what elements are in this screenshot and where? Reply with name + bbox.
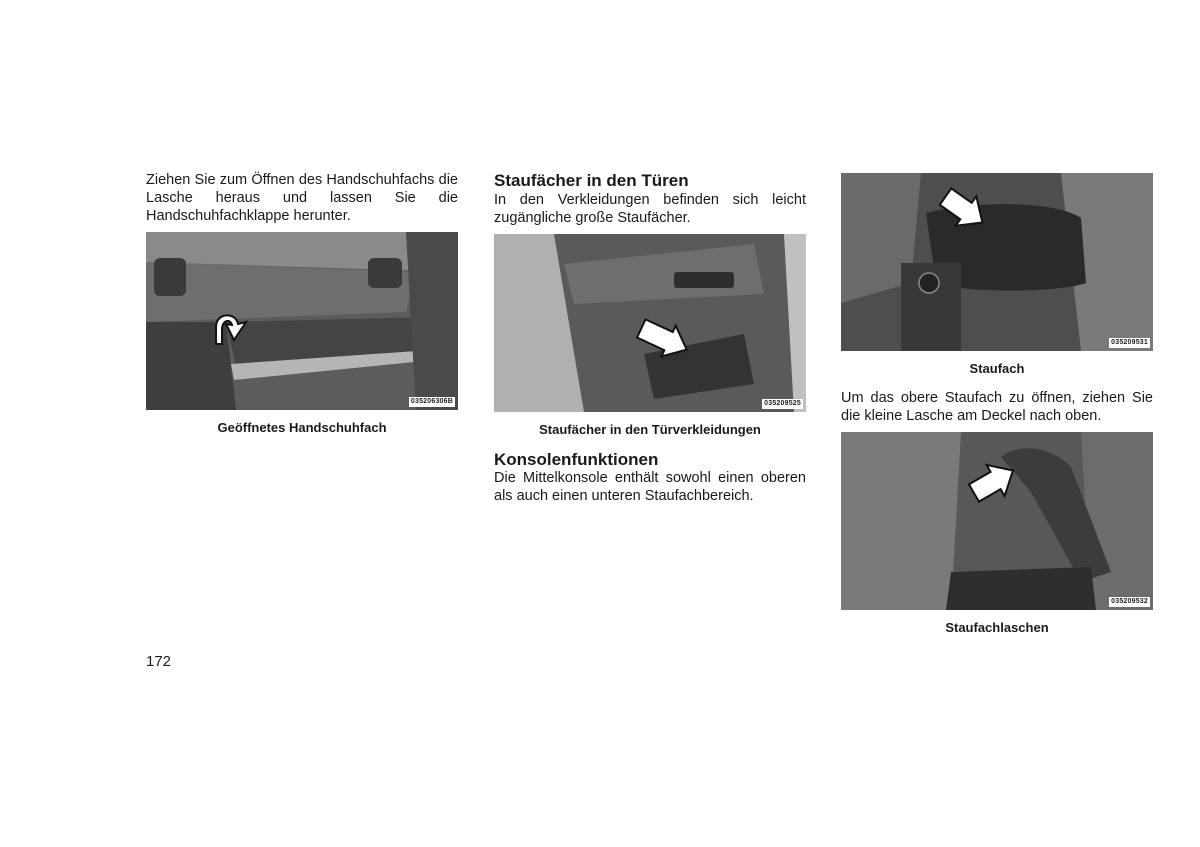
console-span: Die Mittelkonsole enthält sowohl einen oberen als auch einen unteren Staufachbereich. [494, 470, 806, 504]
console-heading: Konsolenfunktionen [494, 450, 659, 469]
glovebox-instruction-text [146, 171, 458, 225]
glovebox-caption: Geöffnetes Handschuhfach [217, 420, 387, 435]
armrest-photo [841, 173, 1153, 351]
figure-code-label: 035209532 [1111, 598, 1148, 605]
figure-code-label: 035209525 [764, 400, 801, 407]
glovebox-instruction-span: Ziehen Sie zum Öffnen des Handschuhfachs die Lasche heraus und lassen Sie die Handschuhfachklappe herunter. [146, 172, 458, 224]
door-panel-caption: Staufächer in den Türverkleidungen [539, 422, 761, 437]
door-storage-heading: Staufächer in den Türen [494, 171, 689, 190]
door-storage-text [494, 191, 806, 227]
console-text [494, 469, 806, 505]
console-lid-caption: Staufachlaschen [945, 620, 1049, 635]
figure-code-label: 035206306B [410, 398, 453, 405]
armrest-caption: Staufach [969, 361, 1025, 376]
door-panel-photo [494, 234, 806, 412]
upper-storage-text [841, 389, 1153, 425]
page-number: 172 [146, 653, 172, 670]
figure-code-label: 035209531 [1111, 339, 1148, 346]
console-lid-photo [841, 432, 1153, 610]
upper-storage-span: Um das obere Staufach zu öffnen, ziehen Sie die kleine Lasche am Deckel nach oben. [841, 390, 1153, 424]
door-storage-span: In den Verkleidungen befinden sich leicht zugängliche große Staufächer. [494, 192, 806, 226]
glovebox-photo [146, 232, 458, 410]
